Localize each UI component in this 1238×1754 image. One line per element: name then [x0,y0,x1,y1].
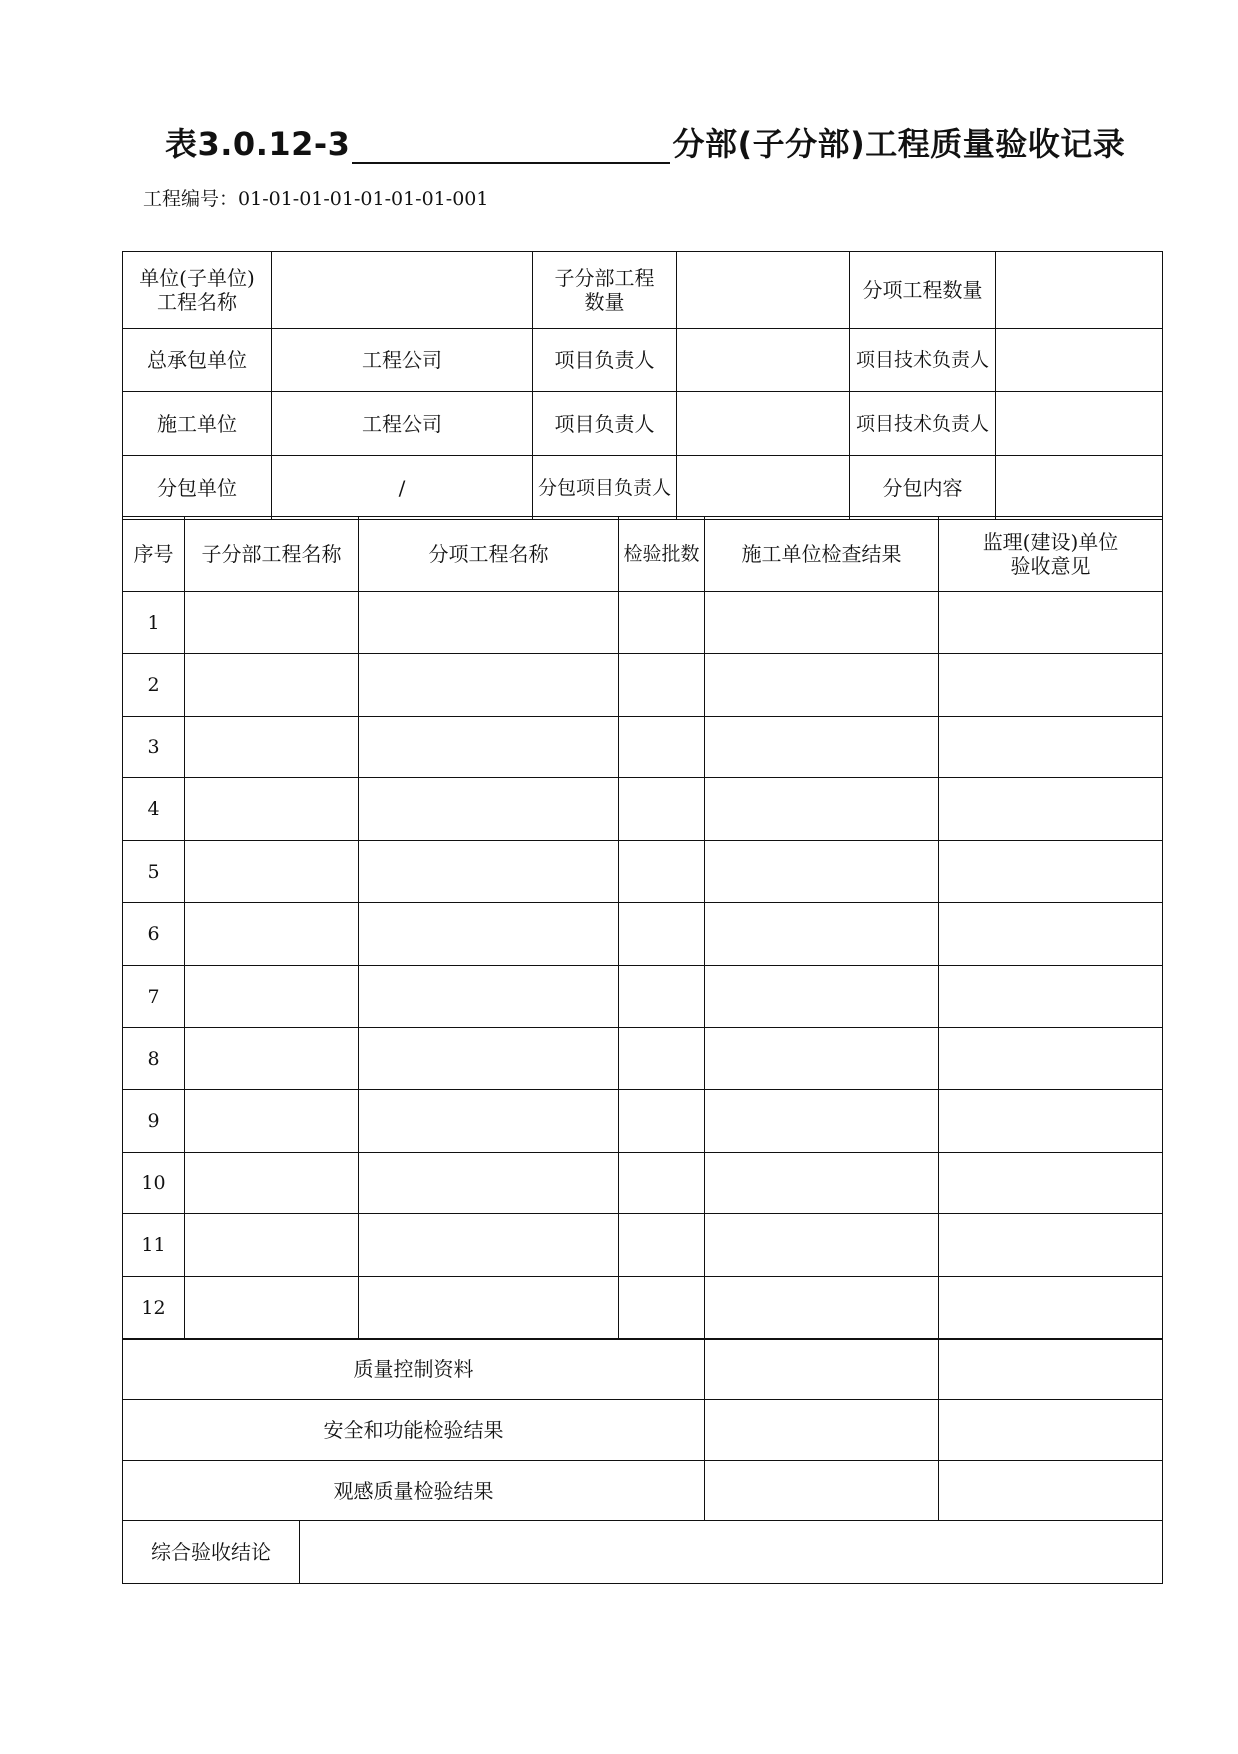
row-number: 6 [123,903,185,966]
supervision-opinion-cell[interactable] [939,592,1163,654]
summary-table [122,1338,1163,1521]
title-blank-line [352,130,670,164]
tech-manager-label: 项目技术负责人 [850,329,996,392]
title-suffix: 分部(子分部)工程质量验收记录 [672,125,1126,163]
row-number: 9 [123,1090,185,1153]
sub-division-name-cell[interactable] [185,654,359,717]
appearance-result[interactable] [705,1461,939,1521]
sub-division-name-cell[interactable] [185,717,359,778]
supervision-opinion-cell[interactable] [939,1090,1163,1153]
quality-control-opinion[interactable] [939,1339,1163,1400]
row-number: 2 [123,654,185,717]
row-number: 3 [123,717,185,778]
item-name-cell[interactable] [359,778,619,841]
batch-count-cell[interactable] [619,1277,705,1340]
batch-count-cell[interactable] [619,1214,705,1277]
form-title [165,124,1125,164]
info-table [122,251,1163,520]
table-row [123,1214,1163,1277]
general-contractor-field[interactable]: 工程公司 [272,329,533,392]
row-number: 5 [123,841,185,903]
safety-function-result[interactable] [705,1400,939,1461]
item-name-cell[interactable] [359,1153,619,1214]
supervision-opinion-cell[interactable] [939,841,1163,903]
construction-unit-label: 施工单位 [123,392,272,456]
construction-result-cell[interactable] [705,592,939,654]
item-name-cell[interactable] [359,1277,619,1340]
project-manager-label: 项目负责人 [533,329,677,392]
table-row [123,1090,1163,1153]
item-name-cell[interactable] [359,654,619,717]
sub-division-name-cell[interactable] [185,903,359,966]
row-number: 4 [123,778,185,841]
quality-control-label: 质量控制资料 [123,1339,705,1400]
supervision-opinion-cell[interactable] [939,778,1163,841]
construction-result-cell[interactable] [705,717,939,778]
tech-manager-field[interactable] [996,329,1163,392]
row-number: 1 [123,592,185,654]
appearance-label: 观感质量检验结果 [123,1461,705,1521]
item-name-cell[interactable] [359,841,619,903]
construction-unit-field[interactable]: 工程公司 [272,392,533,456]
safety-function-opinion[interactable] [939,1400,1163,1461]
sub-division-table [122,516,1163,1340]
batch-count-cell[interactable] [619,966,705,1028]
general-contractor-label: 总承包单位 [123,329,272,392]
row-number: 12 [123,1277,185,1340]
table-row [123,841,1163,903]
construction-result-cell[interactable] [705,654,939,717]
project-number-label: 工程编号： [143,188,239,210]
construction-result-cell[interactable] [705,1277,939,1340]
header-construction-result: 施工单位检查结果 [705,517,939,592]
project-number [143,184,488,211]
item-name-cell[interactable] [359,717,619,778]
header-sub-division-name: 子分部工程名称 [185,517,359,592]
supervision-opinion-cell[interactable] [939,1214,1163,1277]
tech-manager-field-2[interactable] [996,392,1163,456]
construction-result-cell[interactable] [705,903,939,966]
sub-content-field[interactable] [996,456,1163,520]
sub-division-name-cell[interactable] [185,1028,359,1090]
unit-name-label: 单位(子单位) 工程名称 [123,252,272,329]
item-name-cell[interactable] [359,966,619,1028]
subcontractor-label: 分包单位 [123,456,272,520]
sub-count-label: 子分部工程 数量 [533,252,677,329]
table-row [123,966,1163,1028]
construction-result-cell[interactable] [705,1090,939,1153]
appearance-opinion[interactable] [939,1461,1163,1521]
header-supervision-opinion: 监理(建设)单位 验收意见 [939,517,1163,592]
sub-division-name-cell[interactable] [185,592,359,654]
construction-result-cell[interactable] [705,841,939,903]
supervision-opinion-cell[interactable] [939,903,1163,966]
title-prefix: 表3.0.12-3 [165,125,351,163]
supervision-opinion-cell[interactable] [939,1153,1163,1214]
supervision-opinion-cell[interactable] [939,1028,1163,1090]
construction-result-cell[interactable] [705,1153,939,1214]
sub-count-field[interactable] [677,252,850,329]
row-number: 8 [123,1028,185,1090]
table-row [123,778,1163,841]
sub-manager-label: 分包项目负责人 [533,456,677,520]
safety-function-label: 安全和功能检验结果 [123,1400,705,1461]
sub-division-name-cell[interactable] [185,1153,359,1214]
table-row [123,654,1163,717]
batch-count-cell[interactable] [619,717,705,778]
conclusion-table [122,1520,1163,1584]
supervision-opinion-cell[interactable] [939,1277,1163,1340]
sub-division-name-cell[interactable] [185,1277,359,1340]
header-item-name: 分项工程名称 [359,517,619,592]
batch-count-cell[interactable] [619,841,705,903]
project-manager-label-2: 项目负责人 [533,392,677,456]
conclusion-field[interactable] [300,1521,1163,1584]
batch-count-cell[interactable] [619,903,705,966]
tech-manager-label-2: 项目技术负责人 [850,392,996,456]
sub-division-name-cell[interactable] [185,841,359,903]
item-name-cell[interactable] [359,1214,619,1277]
batch-count-cell[interactable] [619,1153,705,1214]
supervision-opinion-cell[interactable] [939,654,1163,717]
table-row [123,592,1163,654]
header-no: 序号 [123,517,185,592]
project-manager-field[interactable] [677,329,850,392]
sub-division-name-cell[interactable] [185,1090,359,1153]
row-number: 7 [123,966,185,1028]
subcontractor-field[interactable]: / [272,456,533,520]
batch-count-cell[interactable] [619,1028,705,1090]
sub-division-name-cell[interactable] [185,778,359,841]
quality-control-result[interactable] [705,1339,939,1400]
construction-result-cell[interactable] [705,1028,939,1090]
item-name-cell[interactable] [359,592,619,654]
table-header-row [123,517,1163,592]
batch-count-cell[interactable] [619,592,705,654]
sub-content-label: 分包内容 [850,456,996,520]
item-count-label: 分项工程数量 [850,252,996,329]
supervision-opinion-cell[interactable] [939,966,1163,1028]
construction-result-cell[interactable] [705,778,939,841]
sub-manager-field[interactable] [677,456,850,520]
batch-count-cell[interactable] [619,778,705,841]
project-manager-field-2[interactable] [677,392,850,456]
item-count-field[interactable] [996,252,1163,329]
construction-result-cell[interactable] [705,1214,939,1277]
conclusion-label: 综合验收结论 [123,1521,300,1584]
table-row [123,1153,1163,1214]
batch-count-cell[interactable] [619,654,705,717]
table-row [123,903,1163,966]
supervision-opinion-cell[interactable] [939,717,1163,778]
table-row [123,1277,1163,1340]
row-number: 10 [123,1153,185,1214]
sub-division-name-cell[interactable] [185,1214,359,1277]
construction-result-cell[interactable] [705,966,939,1028]
table-row [123,717,1163,778]
item-name-cell[interactable] [359,1090,619,1153]
item-name-cell[interactable] [359,903,619,966]
unit-name-field[interactable] [272,252,533,329]
header-batch-count: 检验批数 [619,517,705,592]
sub-division-name-cell[interactable] [185,966,359,1028]
project-number-value: 01-01-01-01-01-01-01-001 [238,188,489,210]
row-number: 11 [123,1214,185,1277]
item-name-cell[interactable] [359,1028,619,1090]
table-row [123,1028,1163,1090]
batch-count-cell[interactable] [619,1090,705,1153]
